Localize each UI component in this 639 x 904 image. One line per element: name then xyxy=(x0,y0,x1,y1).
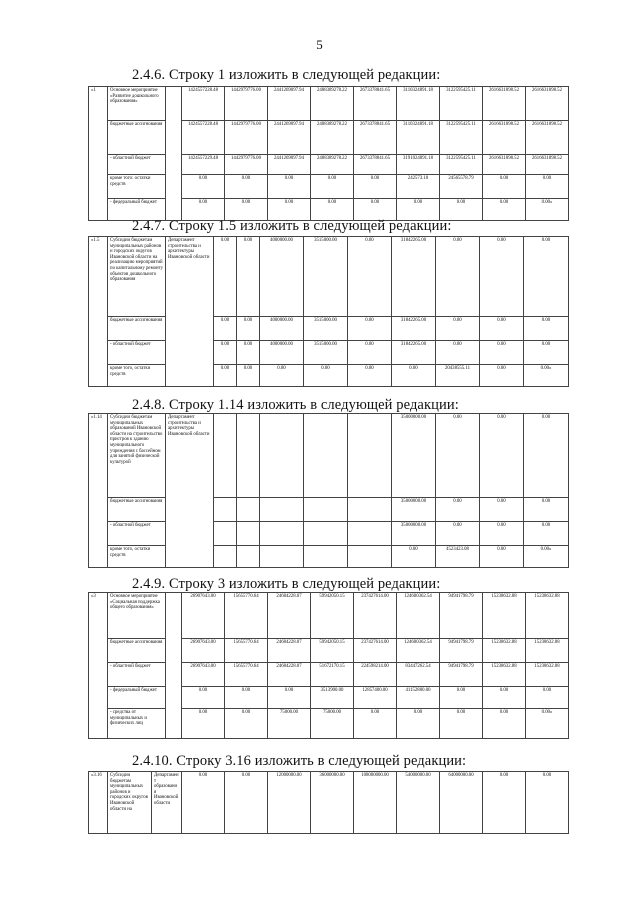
value-cell: 2488389278.22 xyxy=(311,87,354,121)
row-label: - областной бюджет xyxy=(108,522,166,546)
row-code: «1.14 xyxy=(89,414,108,568)
value-cell: 0.00 xyxy=(214,341,237,365)
value-cell: 1442979776.00 xyxy=(225,121,268,155)
row-name: Субсидии бюджетам муниципальных районов и городских округов Ивановской области на xyxy=(108,772,152,834)
value-cell: 15655770.64 xyxy=(225,663,268,687)
value-cell: 124600362.54 xyxy=(397,639,440,663)
value-cell: 0.00 xyxy=(440,199,483,221)
value-cell: 3191024891.18 xyxy=(397,155,440,175)
value-cell: 24684228.07 xyxy=(268,593,311,639)
value-cell: 242573.10 xyxy=(397,175,440,199)
value-cell: 3122595425.11 xyxy=(440,121,483,155)
value-cell xyxy=(348,498,392,522)
value-cell: 4000000.00 xyxy=(260,317,304,341)
value-cell: 0.00 xyxy=(304,365,348,387)
value-cell: 0.00 xyxy=(348,365,392,387)
value-cell: 0.00 xyxy=(526,772,569,834)
row-name: Основное мероприятие «Развитие дошкольного образования» xyxy=(108,87,166,121)
value-cell: 0.00 xyxy=(436,498,480,522)
value-cell: 94941798.79 xyxy=(440,639,483,663)
value-cell: 0.00 xyxy=(225,772,268,834)
value-cell: 0.00 xyxy=(524,317,569,341)
value-cell: 15655770.64 xyxy=(225,593,268,639)
heading-2-4-6: 2.4.6. Строку 1 изложить в следующей редакции: xyxy=(132,67,441,83)
value-cell: 15238632.88 xyxy=(483,593,526,639)
value-cell: 3515000.00 xyxy=(304,317,348,341)
value-cell: 0.00 xyxy=(225,709,268,739)
value-cell: 1442979776.00 xyxy=(225,87,268,121)
value-cell: 15238632.88 xyxy=(483,663,526,687)
value-cell: 2441269097.94 xyxy=(268,87,311,121)
value-cell: 0.00 xyxy=(182,772,225,834)
value-cell: 0.00 xyxy=(348,317,392,341)
value-cell: 0.00 xyxy=(225,199,268,221)
heading-2-4-7: 2.4.7. Строку 1.5 изложить в следующей редакции: xyxy=(132,218,452,234)
row-label: - федеральный бюджет xyxy=(108,687,166,709)
value-cell xyxy=(214,546,237,568)
value-cell: 0.00 xyxy=(524,237,569,317)
value-cell: 35000000.00 xyxy=(392,498,436,522)
value-cell: 31842265.00 xyxy=(392,317,436,341)
value-cell: 2488389278.22 xyxy=(311,121,354,155)
value-cell: 2616631898.52 xyxy=(526,87,569,121)
value-cell: 1442979776.00 xyxy=(225,155,268,175)
value-cell: 0.00 xyxy=(480,365,524,387)
value-cell: 0.00 xyxy=(237,317,260,341)
value-cell: 35000000.00 xyxy=(392,414,436,498)
value-cell: 0.00 xyxy=(526,175,569,199)
value-cell: 0.00 xyxy=(268,175,311,199)
row-label: кроме того, остатки средств xyxy=(108,365,166,387)
row-label: кроме того: остатки средств xyxy=(108,175,166,199)
value-cell: 0.00 xyxy=(182,199,225,221)
value-cell xyxy=(260,498,304,522)
value-cell: 12857400.00 xyxy=(354,687,397,709)
value-cell: 0.00 xyxy=(311,175,354,199)
row-label: - федеральный бюджет xyxy=(108,199,166,221)
value-cell: 94941798.79 xyxy=(440,663,483,687)
row-code: «3.16 xyxy=(89,772,108,834)
value-cell: 0.00 xyxy=(397,709,440,739)
value-cell xyxy=(260,546,304,568)
value-cell: 3515000.00 xyxy=(304,237,348,317)
value-cell: 1424557228.48 xyxy=(182,87,225,121)
value-cell xyxy=(260,522,304,546)
table-row-1 xyxy=(88,86,569,221)
value-cell: 0.00» xyxy=(526,199,569,221)
value-cell: 15655770.64 xyxy=(225,639,268,663)
executor-cell xyxy=(166,87,182,221)
value-cell: 0.00 xyxy=(436,414,480,498)
table-row-1-5 xyxy=(88,236,569,387)
heading-2-4-9: 2.4.9. Строку 3 изложить в следующей редакции: xyxy=(132,576,441,592)
value-cell: 15238632.88 xyxy=(483,639,526,663)
value-cell: 2616631898.52 xyxy=(483,155,526,175)
value-cell: 0.00 xyxy=(524,498,569,522)
row-label: кроме того, остатки средств xyxy=(108,546,166,568)
value-cell: 0.00 xyxy=(480,546,524,568)
value-cell: 2616631898.52 xyxy=(526,155,569,175)
value-cell: 0.00 xyxy=(480,341,524,365)
value-cell: 0.00 xyxy=(182,175,225,199)
value-cell: 0.00 xyxy=(526,687,569,709)
value-cell: 54000000.00 xyxy=(397,772,440,834)
value-cell: 3122595425.11 xyxy=(440,87,483,121)
value-cell: 0.00 xyxy=(268,687,311,709)
value-cell: 0.00» xyxy=(526,709,569,739)
value-cell: 31842265.00 xyxy=(392,237,436,317)
value-cell: 0.00 xyxy=(483,175,526,199)
value-cell: 24565578.79 xyxy=(440,175,483,199)
row-code: «1.5 xyxy=(89,237,108,387)
value-cell xyxy=(237,414,260,498)
value-cell: 124600362.54 xyxy=(397,593,440,639)
row-name: Субсидии бюджетам муниципальных образований Ивановской области на строительство пристроя к зданию муниципального учреждения с бассейном для занятий физической культурой xyxy=(108,414,166,498)
value-cell: 0.00 xyxy=(480,317,524,341)
value-cell xyxy=(304,498,348,522)
value-cell xyxy=(237,546,260,568)
value-cell: 0.00» xyxy=(524,546,569,568)
row-name: Основное мероприятие «Социальная поддержка общего образования» xyxy=(108,593,166,639)
value-cell: 0.00 xyxy=(480,498,524,522)
value-cell: 108000000.00 xyxy=(354,772,397,834)
value-cell: 0.00 xyxy=(483,772,526,834)
value-cell: 94941798.79 xyxy=(440,593,483,639)
value-cell: 2616631898.52 xyxy=(526,121,569,155)
value-cell: 83447262.54 xyxy=(397,663,440,687)
row-label: бюджетные ассигнования xyxy=(108,317,166,341)
value-cell xyxy=(304,546,348,568)
value-cell: 0.00 xyxy=(214,237,237,317)
value-cell: 75000.00 xyxy=(268,709,311,739)
row-code: «3 xyxy=(89,593,108,739)
value-cell: 2441269097.94 xyxy=(268,121,311,155)
value-cell: 0.00 xyxy=(392,365,436,387)
value-cell: 15238632.88 xyxy=(526,663,569,687)
value-cell: 0.00 xyxy=(214,365,237,387)
value-cell: 59942050.15 xyxy=(311,639,354,663)
value-cell: 0.00 xyxy=(483,199,526,221)
value-cell: 0.00 xyxy=(311,199,354,221)
value-cell: 2488389278.22 xyxy=(311,155,354,175)
value-cell: 3110324891.18 xyxy=(397,121,440,155)
executor-cell xyxy=(166,593,182,739)
executor-cell: Департамент строительства и архитектуры Ивановской области xyxy=(166,237,214,387)
value-cell xyxy=(214,414,237,498)
value-cell: 0.00 xyxy=(392,546,436,568)
value-cell: 0.00 xyxy=(237,237,260,317)
value-cell: 0.00 xyxy=(397,199,440,221)
value-cell: 3110324891.18 xyxy=(397,87,440,121)
value-cell: 1424557228.48 xyxy=(182,121,225,155)
value-cell: 20438555.11 xyxy=(436,365,480,387)
value-cell: 0.00 xyxy=(436,237,480,317)
value-cell: 237427614.00 xyxy=(354,593,397,639)
value-cell xyxy=(348,522,392,546)
value-cell: 0.00 xyxy=(182,709,225,739)
value-cell: 4000000.00 xyxy=(260,237,304,317)
value-cell: 237427614.00 xyxy=(354,639,397,663)
value-cell: 4000000.00 xyxy=(260,341,304,365)
row-label: - областной бюджет xyxy=(108,341,166,365)
row-label: бюджетные ассигнования xyxy=(108,498,166,522)
value-cell: 0.00 xyxy=(480,414,524,498)
value-cell: 3515000.00 xyxy=(304,341,348,365)
value-cell: 35000000.00 xyxy=(392,522,436,546)
value-cell: 0.00 xyxy=(214,317,237,341)
value-cell: 0.00 xyxy=(237,365,260,387)
value-cell xyxy=(237,498,260,522)
value-cell: 12000000.00 xyxy=(268,772,311,834)
value-cell: 0.00 xyxy=(483,687,526,709)
value-cell xyxy=(214,522,237,546)
value-cell: 36000000.00 xyxy=(311,772,354,834)
value-cell: 0.00 xyxy=(225,687,268,709)
value-cell: 24684228.07 xyxy=(268,639,311,663)
value-cell: 0.00 xyxy=(524,341,569,365)
table-row-3 xyxy=(88,592,569,739)
value-cell: 3513900.00 xyxy=(311,687,354,709)
value-cell: 0.00 xyxy=(436,317,480,341)
value-cell: 51672170.15 xyxy=(311,663,354,687)
value-cell: 0.00 xyxy=(182,687,225,709)
row-label: бюджетные ассигнования xyxy=(108,121,166,155)
value-cell: 224598214.00 xyxy=(354,663,397,687)
value-cell xyxy=(348,414,392,498)
value-cell: 2616631898.52 xyxy=(483,87,526,121)
page-number: 5 xyxy=(316,37,323,52)
row-label: - областной бюджет xyxy=(108,663,166,687)
value-cell: 1424557229.48 xyxy=(182,155,225,175)
value-cell: 15238632.88 xyxy=(526,639,569,663)
value-cell: 2673378841.65 xyxy=(354,121,397,155)
value-cell: 2673378841.65 xyxy=(354,87,397,121)
value-cell: 0.00 xyxy=(480,522,524,546)
value-cell: 0.00 xyxy=(524,414,569,498)
value-cell: 41152800.00 xyxy=(397,687,440,709)
row-code: «1 xyxy=(89,87,108,221)
value-cell: 0.00 xyxy=(354,709,397,739)
value-cell: 0.00 xyxy=(480,237,524,317)
value-cell: 0.00 xyxy=(436,522,480,546)
value-cell xyxy=(304,522,348,546)
row-label: - областной бюджет xyxy=(108,155,166,175)
value-cell: 26907643.00 xyxy=(182,663,225,687)
value-cell: 2441269097.94 xyxy=(268,155,311,175)
value-cell: 2673378841.65 xyxy=(354,155,397,175)
executor-cell: Департамент строительства и архитектуры Ивановской области xyxy=(166,414,214,568)
value-cell: 0.00 xyxy=(260,365,304,387)
value-cell xyxy=(348,546,392,568)
value-cell: 2616631898.52 xyxy=(483,121,526,155)
row-label: бюджетные ассигнования xyxy=(108,639,166,663)
heading-2-4-8: 2.4.8. Строку 1.14 изложить в следующей редакции: xyxy=(132,397,459,413)
value-cell xyxy=(260,414,304,498)
value-cell: 0.00 xyxy=(348,237,392,317)
value-cell: 59942050.15 xyxy=(311,593,354,639)
value-cell: 0.00 xyxy=(237,341,260,365)
value-cell: 0.00 xyxy=(440,709,483,739)
value-cell: 0.00 xyxy=(524,522,569,546)
value-cell: 3122595425.11 xyxy=(440,155,483,175)
value-cell: 15238632.88 xyxy=(526,593,569,639)
row-label: - средства от муниципальных и физических лиц xyxy=(108,709,166,739)
value-cell: 24684228.07 xyxy=(268,663,311,687)
value-cell: 0.00» xyxy=(524,365,569,387)
value-cell xyxy=(214,498,237,522)
value-cell: 0.00 xyxy=(440,687,483,709)
value-cell xyxy=(304,414,348,498)
table-row-3-16 xyxy=(88,771,569,834)
value-cell: 4523423.08 xyxy=(436,546,480,568)
value-cell: 31842265.00 xyxy=(392,341,436,365)
value-cell: 0.00 xyxy=(483,709,526,739)
value-cell: 26907643.00 xyxy=(182,639,225,663)
value-cell: 75000.00 xyxy=(311,709,354,739)
value-cell: 0.00 xyxy=(354,175,397,199)
value-cell: 0.00 xyxy=(225,175,268,199)
value-cell: 0.00 xyxy=(348,341,392,365)
value-cell: 0.00 xyxy=(268,199,311,221)
executor-cell: Департамент образования Ивановской области xyxy=(152,772,182,834)
value-cell: 26907643.00 xyxy=(182,593,225,639)
value-cell: 0.00 xyxy=(354,199,397,221)
table-row-1-14 xyxy=(88,413,569,568)
value-cell xyxy=(237,522,260,546)
heading-2-4-10: 2.4.10. Строку 3.16 изложить в следующей редакции: xyxy=(132,753,467,769)
value-cell: 0.00 xyxy=(436,341,480,365)
row-name: Субсидии бюджетам муниципальных районов и городских округов Ивановской области на реализацию мероприятий по капитальному ремонту объектов дошкольного образования xyxy=(108,237,166,317)
value-cell: 64000000.00 xyxy=(440,772,483,834)
